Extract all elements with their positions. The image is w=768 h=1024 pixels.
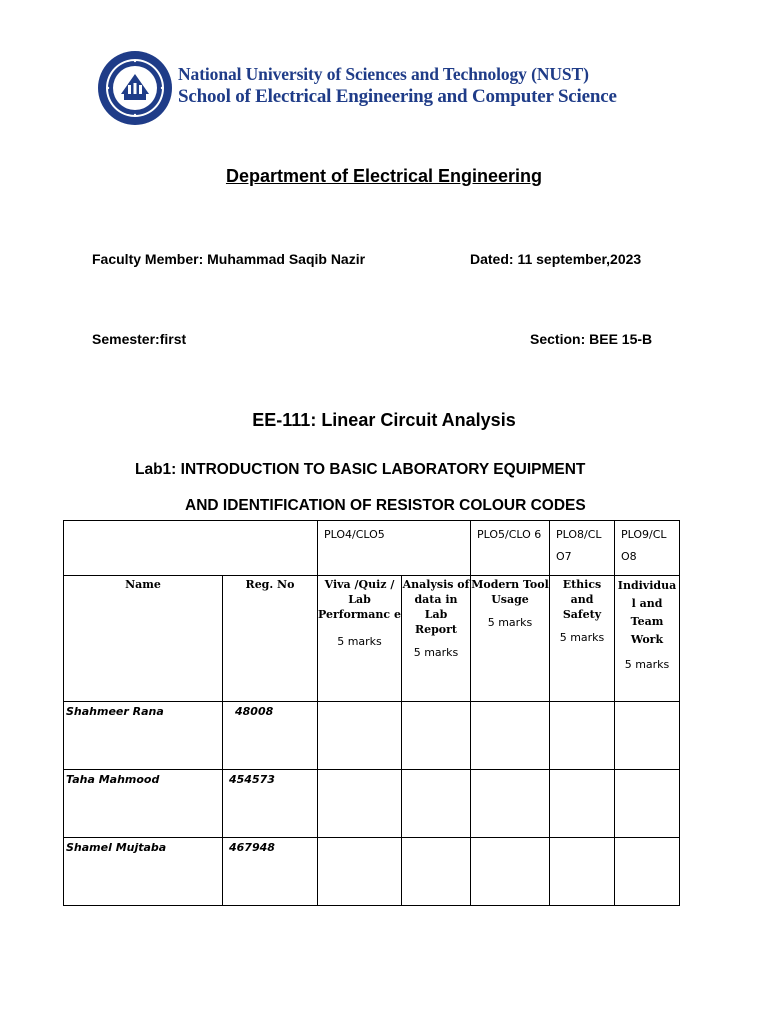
course-title: EE-111: Linear Circuit Analysis (252, 410, 516, 430)
assessment-table (63, 520, 680, 906)
header-modern-label: Modern Tool Usage (471, 578, 549, 606)
header-viva (318, 576, 402, 702)
score-cell (318, 702, 402, 770)
header-ethics (550, 576, 615, 702)
plo4-clo5: PLO4/CLO5 (318, 521, 471, 576)
score-cell (615, 702, 680, 770)
score-cell (402, 838, 471, 906)
student-name: Shamel Mujtaba (64, 838, 223, 906)
score-cell (550, 702, 615, 770)
header-analysis-label: Analysis of data in Lab Report (402, 578, 470, 636)
student-reg: 467948 (223, 838, 318, 906)
header-reg (223, 576, 318, 702)
student-reg: 454573 (223, 770, 318, 838)
nust-logo (97, 50, 173, 126)
header-analysis-marks: 5 marks (413, 646, 459, 659)
header-team-label: Individua l and Team Work (617, 579, 677, 646)
date: Dated: 11 september,2023 (470, 251, 642, 267)
score-cell (550, 838, 615, 906)
score-cell (471, 770, 550, 838)
semester: Semester:first (92, 331, 187, 347)
header-team (615, 576, 680, 702)
department-title: Department of Electrical Engineering (225, 166, 543, 186)
table-row (64, 838, 680, 906)
header-ethics-marks: 5 marks (559, 631, 605, 644)
table-row (64, 702, 680, 770)
score-cell (550, 770, 615, 838)
header-name (64, 576, 223, 702)
university-name: National University of Sciences and Technology (NUST) (178, 64, 589, 84)
score-cell (471, 838, 550, 906)
header-reg-label: Reg. No (245, 578, 295, 591)
plo5-clo6: PLO5/CLO 6 (471, 521, 550, 576)
section: Section: BEE 15-B (530, 331, 653, 347)
header-row (64, 576, 680, 702)
student-name: Shahmeer Rana (64, 702, 223, 770)
header-name-label: Name (125, 578, 161, 591)
score-cell (615, 838, 680, 906)
lab-title-line1: Lab1: INTRODUCTION TO BASIC LABORATORY EQUIPMENT (135, 461, 586, 478)
header-viva-marks: 5 marks (337, 635, 382, 648)
plo8-clo7: PLO8/CL O7 (550, 521, 615, 576)
score-cell (402, 702, 471, 770)
header-modern (471, 576, 550, 702)
student-name: Taha Mahmood (64, 770, 223, 838)
header-ethics-label: Ethics and Safety (562, 578, 602, 621)
score-cell (318, 770, 402, 838)
score-cell (615, 770, 680, 838)
header-analysis (402, 576, 471, 702)
plo-empty-cell (64, 521, 318, 576)
faculty-member: Faculty Member: Muhammad Saqib Nazir (92, 251, 366, 267)
school-name: School of Electrical Engineering and Computer Science (178, 86, 617, 107)
header-viva-label: Viva /Quiz / Lab Performanc e (318, 578, 401, 621)
lab-title-line2: AND IDENTIFICATION OF RESISTOR COLOUR CODES (185, 497, 586, 514)
plo-row (64, 521, 680, 576)
header-team-marks: 5 marks (624, 658, 670, 671)
plo9-clo8: PLO9/CL O8 (615, 521, 680, 576)
score-cell (471, 702, 550, 770)
score-cell (318, 838, 402, 906)
student-reg: 48008 (223, 702, 318, 770)
score-cell (402, 770, 471, 838)
table-row (64, 770, 680, 838)
header-modern-marks: 5 marks (487, 616, 533, 629)
